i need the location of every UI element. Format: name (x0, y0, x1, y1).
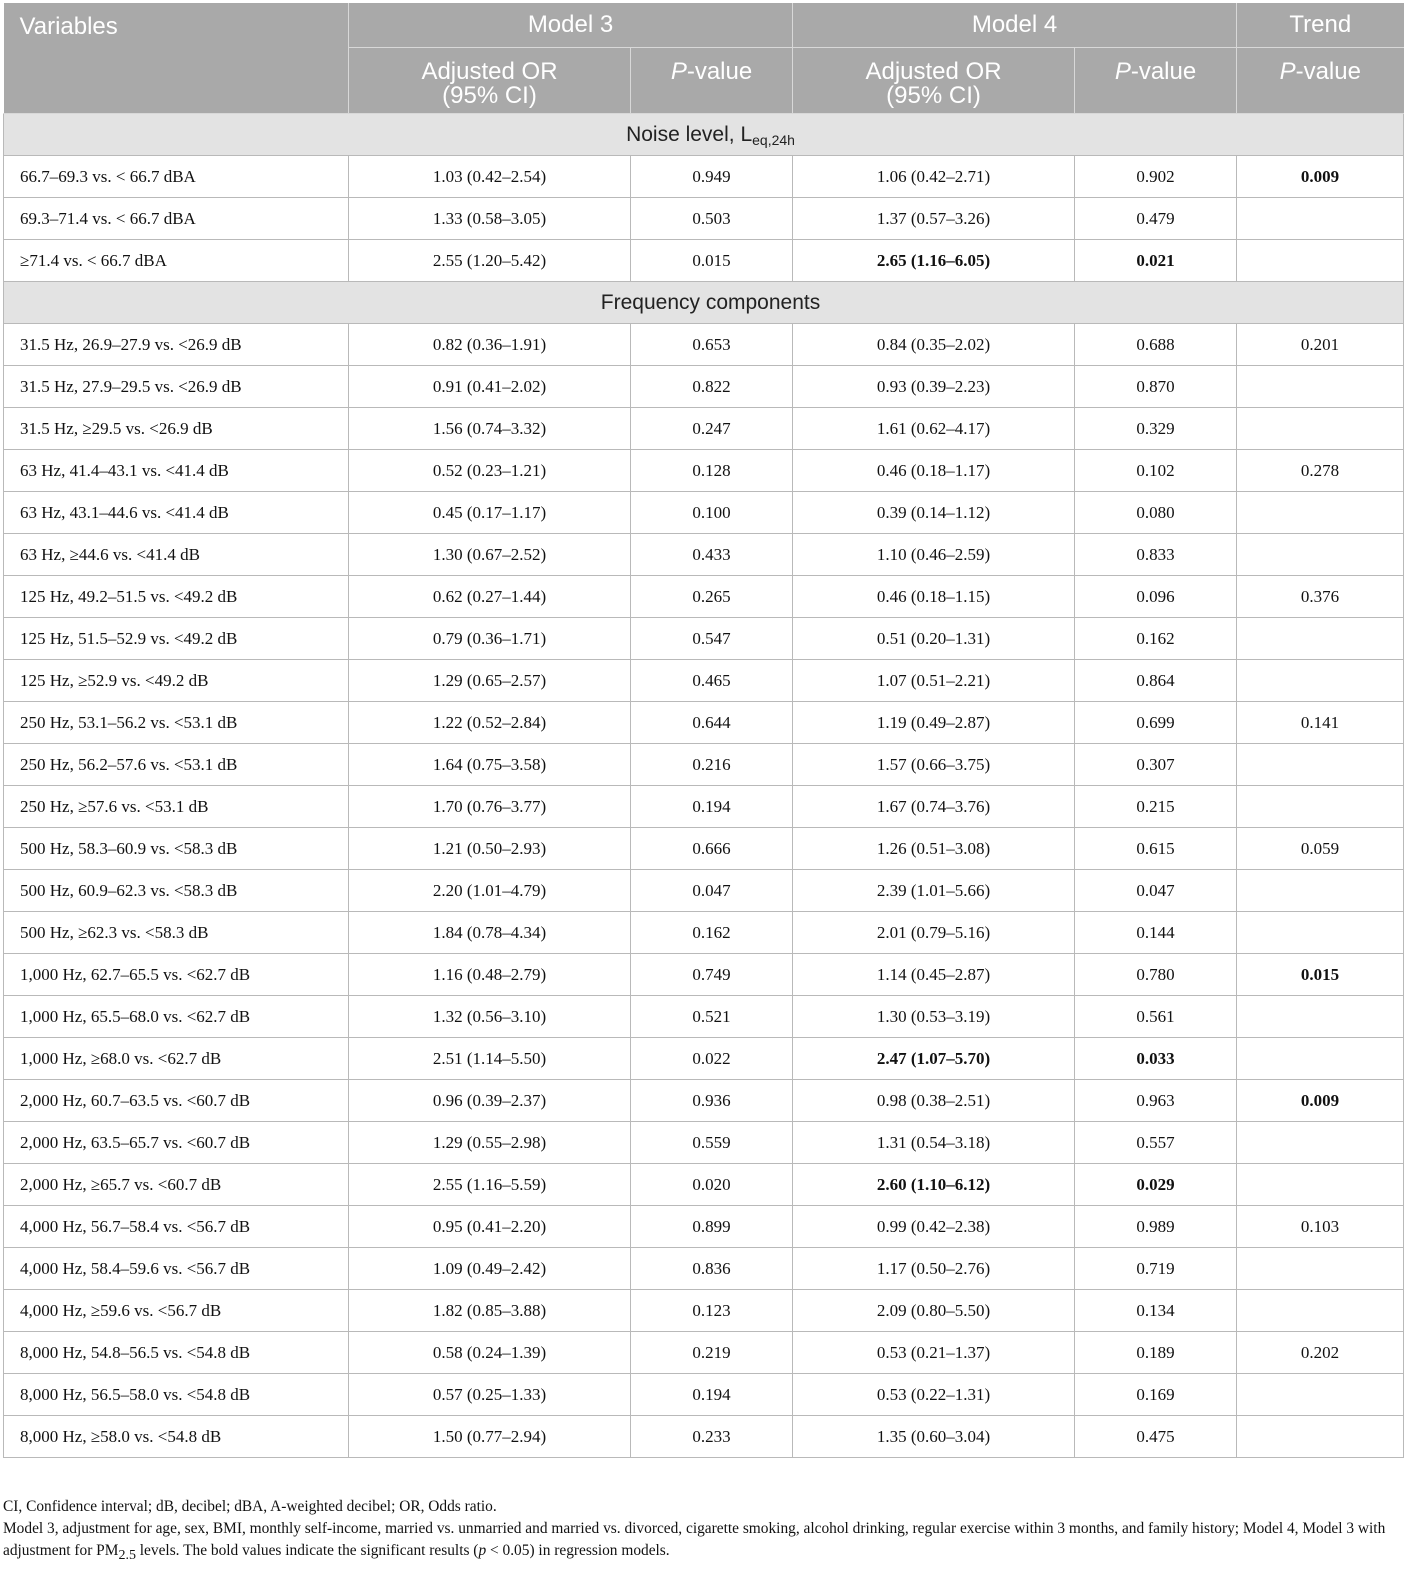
cell-p-model-3: 0.547 (631, 618, 793, 660)
cell-p-model-3: 0.666 (631, 828, 793, 870)
cell-or-model-3: 1.56 (0.74–3.32) (349, 408, 631, 450)
cell-or-model-4: 0.51 (0.20–1.31) (793, 618, 1075, 660)
cell-p-model-4: 0.557 (1075, 1122, 1237, 1164)
regression-table (3, 3, 1404, 1458)
cell-or-model-4: 0.98 (0.38–2.51) (793, 1080, 1075, 1122)
cell-or-model-4: 2.60 (1.10–6.12) (793, 1164, 1075, 1206)
cell-p-model-4: 0.029 (1075, 1164, 1237, 1206)
cell-or-model-3: 1.70 (0.76–3.77) (349, 786, 631, 828)
cell-p-model-4: 0.134 (1075, 1290, 1237, 1332)
table-row (4, 1206, 1404, 1248)
cell-p-trend: 0.376 (1237, 576, 1404, 618)
cell-variable: 2,000 Hz, ≥65.7 vs. <60.7 dB (4, 1164, 349, 1206)
cell-p-model-4: 0.144 (1075, 912, 1237, 954)
cell-or-model-3: 2.55 (1.20–5.42) (349, 240, 631, 282)
cell-p-trend: 0.278 (1237, 450, 1404, 492)
cell-p-trend (1237, 618, 1404, 660)
table-row (4, 492, 1404, 534)
cell-p-trend (1237, 1416, 1404, 1458)
table-row (4, 996, 1404, 1038)
cell-or-model-3: 1.22 (0.52–2.84) (349, 702, 631, 744)
section-label: Frequency components (4, 282, 1404, 324)
header-trend: Trend (1237, 3, 1404, 48)
cell-or-model-4: 1.57 (0.66–3.75) (793, 744, 1075, 786)
cell-p-model-3: 0.194 (631, 1374, 793, 1416)
cell-variable: 1,000 Hz, 62.7–65.5 vs. <62.7 dB (4, 954, 349, 996)
cell-or-model-4: 0.46 (0.18–1.15) (793, 576, 1075, 618)
table-row (4, 240, 1404, 282)
cell-or-model-4: 1.10 (0.46–2.59) (793, 534, 1075, 576)
cell-p-model-4: 0.780 (1075, 954, 1237, 996)
section-header-row (4, 114, 1404, 156)
cell-or-model-3: 2.51 (1.14–5.50) (349, 1038, 631, 1080)
table-row (4, 1248, 1404, 1290)
cell-or-model-3: 1.33 (0.58–3.05) (349, 198, 631, 240)
cell-p-model-3: 0.644 (631, 702, 793, 744)
cell-p-trend (1237, 1164, 1404, 1206)
cell-or-model-4: 2.47 (1.07–5.70) (793, 1038, 1075, 1080)
cell-or-model-4: 1.61 (0.62–4.17) (793, 408, 1075, 450)
cell-variable: 31.5 Hz, 26.9–27.9 vs. <26.9 dB (4, 324, 349, 366)
cell-or-model-3: 0.58 (0.24–1.39) (349, 1332, 631, 1374)
cell-p-trend (1237, 1374, 1404, 1416)
cell-or-model-4: 1.67 (0.74–3.76) (793, 786, 1075, 828)
cell-variable: 31.5 Hz, ≥29.5 vs. <26.9 dB (4, 408, 349, 450)
cell-variable: 8,000 Hz, ≥58.0 vs. <54.8 dB (4, 1416, 349, 1458)
cell-p-trend (1237, 240, 1404, 282)
table-row (4, 534, 1404, 576)
cell-variable: 1,000 Hz, ≥68.0 vs. <62.7 dB (4, 1038, 349, 1080)
cell-variable: 63 Hz, 43.1–44.6 vs. <41.4 dB (4, 492, 349, 534)
header-model-3: Model 3 (349, 3, 793, 48)
cell-p-model-4: 0.102 (1075, 450, 1237, 492)
table-row (4, 1332, 1404, 1374)
cell-variable: 63 Hz, ≥44.6 vs. <41.4 dB (4, 534, 349, 576)
cell-or-model-4: 1.26 (0.51–3.08) (793, 828, 1075, 870)
cell-or-model-3: 1.32 (0.56–3.10) (349, 996, 631, 1038)
section-header-row (4, 282, 1404, 324)
table-row (4, 324, 1404, 366)
cell-p-trend (1237, 1248, 1404, 1290)
table-row (4, 786, 1404, 828)
cell-variable: 500 Hz, 60.9–62.3 vs. <58.3 dB (4, 870, 349, 912)
table-row (4, 1374, 1404, 1416)
cell-p-model-4: 0.329 (1075, 408, 1237, 450)
cell-or-model-4: 1.30 (0.53–3.19) (793, 996, 1075, 1038)
cell-or-model-4: 1.07 (0.51–2.21) (793, 660, 1075, 702)
cell-p-model-3: 0.123 (631, 1290, 793, 1332)
cell-or-model-4: 1.31 (0.54–3.18) (793, 1122, 1075, 1164)
cell-p-model-4: 0.864 (1075, 660, 1237, 702)
cell-variable: 63 Hz, 41.4–43.1 vs. <41.4 dB (4, 450, 349, 492)
cell-p-model-3: 0.836 (631, 1248, 793, 1290)
cell-p-model-3: 0.749 (631, 954, 793, 996)
cell-variable: 8,000 Hz, 54.8–56.5 vs. <54.8 dB (4, 1332, 349, 1374)
cell-p-trend (1237, 660, 1404, 702)
cell-p-model-3: 0.047 (631, 870, 793, 912)
cell-p-trend: 0.009 (1237, 1080, 1404, 1122)
cell-or-model-4: 0.93 (0.39–2.23) (793, 366, 1075, 408)
cell-p-trend (1237, 492, 1404, 534)
cell-p-model-4: 0.033 (1075, 1038, 1237, 1080)
cell-variable: 250 Hz, 56.2–57.6 vs. <53.1 dB (4, 744, 349, 786)
cell-or-model-3: 0.79 (0.36–1.71) (349, 618, 631, 660)
table-row (4, 576, 1404, 618)
cell-or-model-3: 2.20 (1.01–4.79) (349, 870, 631, 912)
cell-p-trend: 0.201 (1237, 324, 1404, 366)
cell-or-model-3: 1.29 (0.65–2.57) (349, 660, 631, 702)
table-row (4, 1122, 1404, 1164)
cell-p-model-4: 0.162 (1075, 618, 1237, 660)
cell-or-model-4: 0.53 (0.22–1.31) (793, 1374, 1075, 1416)
cell-or-model-4: 1.17 (0.50–2.76) (793, 1248, 1075, 1290)
cell-or-model-3: 1.84 (0.78–4.34) (349, 912, 631, 954)
cell-p-model-3: 0.128 (631, 450, 793, 492)
cell-p-model-3: 0.559 (631, 1122, 793, 1164)
cell-p-model-3: 0.162 (631, 912, 793, 954)
cell-or-model-3: 1.64 (0.75–3.58) (349, 744, 631, 786)
cell-or-model-3: 1.09 (0.49–2.42) (349, 1248, 631, 1290)
cell-p-model-3: 0.899 (631, 1206, 793, 1248)
cell-variable: 8,000 Hz, 56.5–58.0 vs. <54.8 dB (4, 1374, 349, 1416)
cell-p-model-3: 0.433 (631, 534, 793, 576)
table-row (4, 1290, 1404, 1332)
cell-variable: 500 Hz, ≥62.3 vs. <58.3 dB (4, 912, 349, 954)
table-row (4, 912, 1404, 954)
header-or-model-3: Adjusted OR (95% CI) (349, 48, 631, 114)
table-row (4, 1080, 1404, 1122)
cell-p-trend (1237, 912, 1404, 954)
cell-or-model-4: 0.39 (0.14–1.12) (793, 492, 1075, 534)
cell-p-model-3: 0.949 (631, 156, 793, 198)
cell-p-trend (1237, 534, 1404, 576)
cell-or-model-4: 1.35 (0.60–3.04) (793, 1416, 1075, 1458)
cell-p-model-3: 0.936 (631, 1080, 793, 1122)
cell-p-model-3: 0.216 (631, 744, 793, 786)
cell-or-model-4: 2.39 (1.01–5.66) (793, 870, 1075, 912)
cell-variable: 1,000 Hz, 65.5–68.0 vs. <62.7 dB (4, 996, 349, 1038)
table-row (4, 954, 1404, 996)
cell-p-trend (1237, 198, 1404, 240)
cell-p-model-3: 0.219 (631, 1332, 793, 1374)
cell-or-model-4: 1.06 (0.42–2.71) (793, 156, 1075, 198)
cell-p-model-4: 0.963 (1075, 1080, 1237, 1122)
cell-or-model-3: 0.91 (0.41–2.02) (349, 366, 631, 408)
cell-or-model-4: 2.09 (0.80–5.50) (793, 1290, 1075, 1332)
table-row (4, 660, 1404, 702)
cell-p-model-3: 0.020 (631, 1164, 793, 1206)
cell-or-model-4: 0.46 (0.18–1.17) (793, 450, 1075, 492)
table-row (4, 870, 1404, 912)
cell-p-model-4: 0.021 (1075, 240, 1237, 282)
cell-variable: 4,000 Hz, ≥59.6 vs. <56.7 dB (4, 1290, 349, 1332)
cell-or-model-3: 1.82 (0.85–3.88) (349, 1290, 631, 1332)
cell-p-model-4: 0.902 (1075, 156, 1237, 198)
cell-or-model-4: 0.84 (0.35–2.02) (793, 324, 1075, 366)
footnote-models: Model 3, adjustment for age, sex, BMI, monthly self-income, married vs. unmarried and married vs. divorced, cigarette smoking, alcohol drinking, regular exercise within 3 months, and family history; Model 4, Model 3 with adjustment for $PM_{2.5}$ levels. The bold values indicate the significant results (p < 0.05) in regression models. (3, 1520, 1386, 1563)
header-or-model-4: Adjusted OR (95% CI) (793, 48, 1075, 114)
cell-variable: 2,000 Hz, 60.7–63.5 vs. <60.7 dB (4, 1080, 349, 1122)
cell-p-model-3: 0.521 (631, 996, 793, 1038)
cell-or-model-3: 1.03 (0.42–2.54) (349, 156, 631, 198)
cell-p-trend (1237, 408, 1404, 450)
table-row (4, 450, 1404, 492)
cell-p-model-4: 0.080 (1075, 492, 1237, 534)
table-row (4, 1164, 1404, 1206)
cell-or-model-3: 0.82 (0.36–1.91) (349, 324, 631, 366)
cell-p-model-4: 0.719 (1075, 1248, 1237, 1290)
cell-p-trend (1237, 1122, 1404, 1164)
cell-or-model-3: 0.96 (0.39–2.37) (349, 1080, 631, 1122)
cell-p-trend (1237, 786, 1404, 828)
footnote-abbreviations: CI, Confidence interval; dB, decibel; dBA, A-weighted decibel; OR, Odds ratio. (3, 1498, 497, 1515)
cell-variable: 250 Hz, ≥57.6 vs. <53.1 dB (4, 786, 349, 828)
results-table-container (3, 3, 1403, 1458)
cell-or-model-3: 0.45 (0.17–1.17) (349, 492, 631, 534)
cell-variable: 125 Hz, 51.5–52.9 vs. <49.2 dB (4, 618, 349, 660)
cell-p-model-4: 0.688 (1075, 324, 1237, 366)
cell-p-model-4: 0.189 (1075, 1332, 1237, 1374)
cell-p-model-4: 0.561 (1075, 996, 1237, 1038)
cell-p-trend (1237, 1290, 1404, 1332)
cell-p-trend: 0.059 (1237, 828, 1404, 870)
cell-p-trend (1237, 366, 1404, 408)
cell-p-trend: 0.141 (1237, 702, 1404, 744)
cell-or-model-4: 0.53 (0.21–1.37) (793, 1332, 1075, 1374)
cell-p-model-3: 0.465 (631, 660, 793, 702)
cell-p-model-4: 0.870 (1075, 366, 1237, 408)
table-body (4, 114, 1404, 1458)
cell-or-model-3: 1.50 (0.77–2.94) (349, 1416, 631, 1458)
header-variables: Variables (4, 3, 349, 114)
cell-p-model-3: 0.265 (631, 576, 793, 618)
section-label: Noise level, $L_{eq,24h}$ (4, 114, 1404, 156)
cell-p-trend: 0.202 (1237, 1332, 1404, 1374)
cell-or-model-3: 0.95 (0.41–2.20) (349, 1206, 631, 1248)
table-row (4, 1038, 1404, 1080)
table-footnotes (3, 1496, 1408, 1562)
table-row (4, 618, 1404, 660)
cell-variable: 4,000 Hz, 56.7–58.4 vs. <56.7 dB (4, 1206, 349, 1248)
table-row (4, 408, 1404, 450)
header-p-trend: P-value (1237, 48, 1404, 114)
cell-or-model-3: 1.30 (0.67–2.52) (349, 534, 631, 576)
table-row (4, 198, 1404, 240)
cell-or-model-4: 1.19 (0.49–2.87) (793, 702, 1075, 744)
cell-p-model-4: 0.699 (1075, 702, 1237, 744)
cell-or-model-3: 0.57 (0.25–1.33) (349, 1374, 631, 1416)
cell-variable: 250 Hz, 53.1–56.2 vs. <53.1 dB (4, 702, 349, 744)
cell-p-model-4: 0.047 (1075, 870, 1237, 912)
cell-p-model-3: 0.653 (631, 324, 793, 366)
table-row (4, 828, 1404, 870)
cell-variable: 2,000 Hz, 63.5–65.7 vs. <60.7 dB (4, 1122, 349, 1164)
table-row (4, 366, 1404, 408)
header-p-model-3: P-value (631, 48, 793, 114)
cell-variable: 125 Hz, 49.2–51.5 vs. <49.2 dB (4, 576, 349, 618)
cell-or-model-4: 1.14 (0.45–2.87) (793, 954, 1075, 996)
cell-variable: ≥71.4 vs. < 66.7 dBA (4, 240, 349, 282)
table-row (4, 702, 1404, 744)
cell-or-model-3: 1.16 (0.48–2.79) (349, 954, 631, 996)
cell-p-model-3: 0.503 (631, 198, 793, 240)
cell-p-trend (1237, 1038, 1404, 1080)
cell-variable: 500 Hz, 58.3–60.9 vs. <58.3 dB (4, 828, 349, 870)
cell-p-model-3: 0.100 (631, 492, 793, 534)
cell-p-model-3: 0.822 (631, 366, 793, 408)
cell-variable: 66.7–69.3 vs. < 66.7 dBA (4, 156, 349, 198)
cell-p-trend (1237, 996, 1404, 1038)
cell-variable: 125 Hz, ≥52.9 vs. <49.2 dB (4, 660, 349, 702)
cell-or-model-4: 1.37 (0.57–3.26) (793, 198, 1075, 240)
cell-p-model-4: 0.096 (1075, 576, 1237, 618)
cell-or-model-3: 0.62 (0.27–1.44) (349, 576, 631, 618)
cell-p-model-4: 0.215 (1075, 786, 1237, 828)
cell-p-model-3: 0.247 (631, 408, 793, 450)
header-model-4: Model 4 (793, 3, 1237, 48)
cell-or-model-3: 0.52 (0.23–1.21) (349, 450, 631, 492)
cell-p-model-4: 0.475 (1075, 1416, 1237, 1458)
cell-or-model-4: 0.99 (0.42–2.38) (793, 1206, 1075, 1248)
cell-p-model-4: 0.169 (1075, 1374, 1237, 1416)
cell-p-model-3: 0.022 (631, 1038, 793, 1080)
cell-p-trend (1237, 744, 1404, 786)
cell-variable: 31.5 Hz, 27.9–29.5 vs. <26.9 dB (4, 366, 349, 408)
table-row (4, 744, 1404, 786)
cell-p-trend: 0.015 (1237, 954, 1404, 996)
cell-variable: 4,000 Hz, 58.4–59.6 vs. <56.7 dB (4, 1248, 349, 1290)
cell-or-model-3: 1.21 (0.50–2.93) (349, 828, 631, 870)
cell-p-model-3: 0.233 (631, 1416, 793, 1458)
cell-or-model-3: 2.55 (1.16–5.59) (349, 1164, 631, 1206)
cell-p-model-4: 0.833 (1075, 534, 1237, 576)
cell-variable: 69.3–71.4 vs. < 66.7 dBA (4, 198, 349, 240)
cell-p-model-3: 0.194 (631, 786, 793, 828)
header-p-model-4: P-value (1075, 48, 1237, 114)
cell-or-model-3: 1.29 (0.55–2.98) (349, 1122, 631, 1164)
cell-p-model-3: 0.015 (631, 240, 793, 282)
table-row (4, 156, 1404, 198)
cell-p-model-4: 0.615 (1075, 828, 1237, 870)
cell-p-model-4: 0.307 (1075, 744, 1237, 786)
cell-p-trend: 0.103 (1237, 1206, 1404, 1248)
cell-p-trend (1237, 870, 1404, 912)
table-row (4, 1416, 1404, 1458)
cell-p-trend: 0.009 (1237, 156, 1404, 198)
cell-or-model-4: 2.01 (0.79–5.16) (793, 912, 1075, 954)
cell-or-model-4: 2.65 (1.16–6.05) (793, 240, 1075, 282)
cell-p-model-4: 0.989 (1075, 1206, 1237, 1248)
cell-p-model-4: 0.479 (1075, 198, 1237, 240)
